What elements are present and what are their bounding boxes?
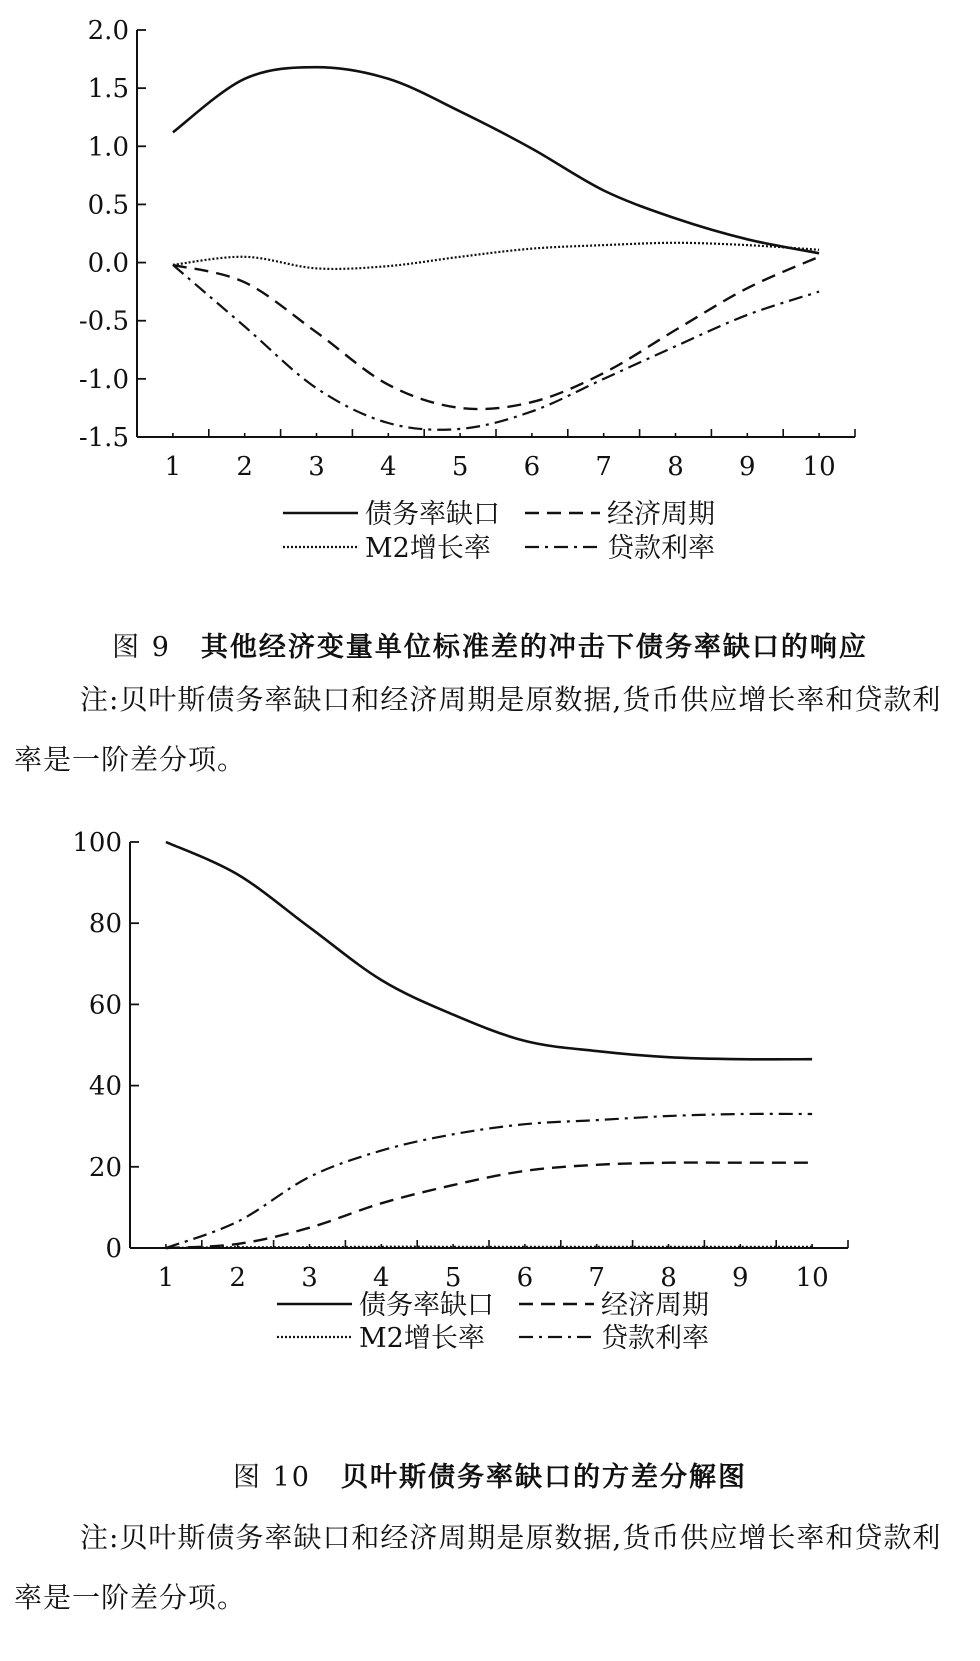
x-tick-label: 9	[732, 1263, 749, 1293]
figure-10-title: 贝叶斯债务率缺口的方差分解图	[340, 1462, 747, 1493]
x-tick-label: 7	[595, 452, 612, 482]
y-tick-label: -1.5	[78, 423, 129, 453]
series-line	[173, 243, 819, 269]
variance-decomposition-chart	[0, 828, 980, 1440]
y-tick-label: 1.5	[87, 74, 129, 105]
legend-label: 经济周期	[607, 499, 715, 530]
y-tick-label: 80	[88, 909, 122, 940]
x-tick-label: 9	[739, 452, 756, 482]
x-tick-label: 2	[236, 452, 253, 482]
impulse-response-chart	[0, 0, 980, 590]
y-tick-label: 60	[88, 990, 122, 1021]
y-tick-label: -0.5	[78, 306, 129, 337]
x-tick-label: 7	[588, 1263, 605, 1293]
y-tick-label: 40	[88, 1071, 122, 1102]
figure-9-caption	[0, 625, 980, 664]
legend-label: 贷款利率	[601, 1323, 709, 1354]
figure-10-caption	[0, 1455, 980, 1494]
series-line	[166, 1163, 812, 1248]
y-tick-label: 2.0	[87, 16, 129, 46]
y-tick-label: 100	[72, 828, 122, 858]
figure-10-number: 图 10	[233, 1462, 311, 1493]
y-tick-label: 20	[88, 1152, 122, 1183]
x-tick-label: 4	[373, 1263, 390, 1293]
y-tick-label: 0	[105, 1234, 122, 1264]
series-line	[173, 257, 819, 409]
legend-label: 债务率缺口	[365, 499, 500, 530]
legend-label: M2增长率	[365, 533, 491, 564]
x-tick-label: 5	[444, 1263, 462, 1293]
x-tick-label: 8	[667, 452, 684, 482]
figure-9-note: 注:贝叶斯债务率缺口和经济周期是原数据,货币供应增长率和贷款利率是一阶差分项。	[14, 683, 942, 776]
x-tick-label: 3	[301, 1263, 318, 1293]
figure-10-note: 注:贝叶斯债务率缺口和经济周期是原数据,货币供应增长率和贷款利率是一阶差分项。	[14, 1521, 942, 1614]
x-tick-label: 10	[795, 1263, 829, 1293]
series-line	[166, 1114, 812, 1248]
legend-label: 贷款利率	[607, 533, 715, 564]
series-line	[173, 67, 819, 253]
legend-label: 债务率缺口	[359, 1290, 494, 1321]
x-tick-label: 1	[157, 1263, 175, 1293]
y-tick-label: 0.5	[87, 190, 129, 221]
x-tick-label: 3	[308, 452, 325, 482]
figure-9-number: 图 9	[112, 632, 171, 663]
x-tick-label: 5	[451, 452, 469, 482]
y-tick-label: 0.0	[87, 248, 129, 279]
x-tick-label: 8	[660, 1263, 677, 1293]
series-line	[173, 265, 819, 430]
legend-label: 经济周期	[601, 1290, 709, 1321]
x-tick-label: 1	[164, 452, 182, 482]
figure-9-title: 其他经济变量单位标准差的冲击下债务率缺口的响应	[200, 632, 868, 663]
x-tick-label: 10	[802, 452, 836, 482]
series-line	[166, 842, 812, 1059]
x-tick-label: 2	[229, 1263, 246, 1293]
y-tick-label: -1.0	[78, 364, 129, 395]
x-tick-label: 6	[516, 1263, 534, 1293]
x-tick-label: 4	[380, 452, 397, 482]
legend-label: M2增长率	[359, 1323, 485, 1354]
y-tick-label: 1.0	[87, 132, 129, 163]
x-tick-label: 6	[523, 452, 541, 482]
